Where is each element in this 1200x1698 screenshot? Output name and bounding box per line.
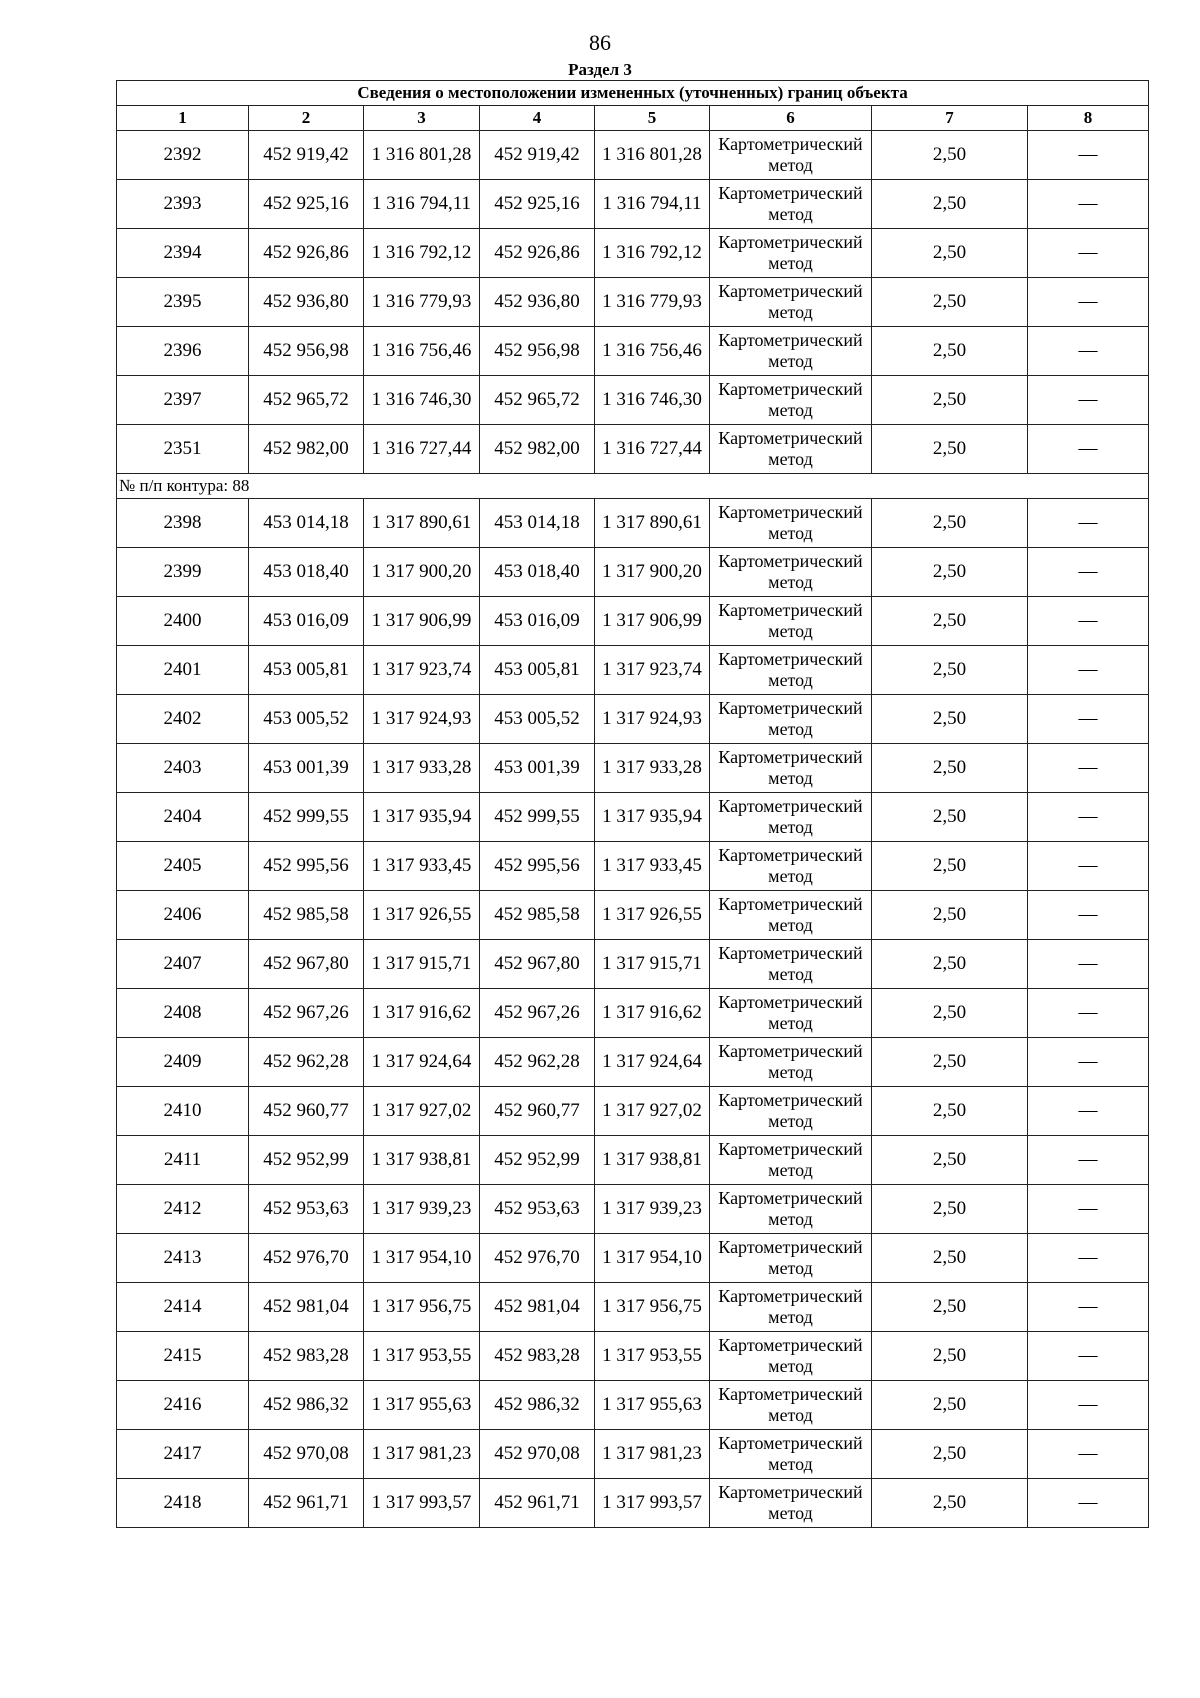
cell-y-new: 1 317 938,81 <box>595 1136 710 1185</box>
cell-point-number: 2413 <box>117 1234 249 1283</box>
cell-accuracy: 2,50 <box>872 793 1028 842</box>
cell-x-old: 452 967,26 <box>249 989 364 1038</box>
cell-point-number: 2394 <box>117 229 249 278</box>
cell-x-new: 452 982,00 <box>480 425 595 474</box>
cell-accuracy: 2,50 <box>872 131 1028 180</box>
cell-point-number: 2418 <box>117 1479 249 1528</box>
page-number: 86 <box>589 30 611 55</box>
cell-y-new: 1 316 801,28 <box>595 131 710 180</box>
cell-description: — <box>1028 695 1149 744</box>
cell-accuracy: 2,50 <box>872 278 1028 327</box>
cell-y-old: 1 317 953,55 <box>364 1332 480 1381</box>
cell-method: Картометрический метод <box>710 793 872 842</box>
cell-method: Картометрический метод <box>710 646 872 695</box>
cell-y-old: 1 317 906,99 <box>364 597 480 646</box>
cell-y-old: 1 317 981,23 <box>364 1430 480 1479</box>
cell-point-number: 2410 <box>117 1087 249 1136</box>
cell-y-old: 1 317 927,02 <box>364 1087 480 1136</box>
cell-x-old: 452 976,70 <box>249 1234 364 1283</box>
cell-x-old: 452 985,58 <box>249 891 364 940</box>
cell-x-old: 452 960,77 <box>249 1087 364 1136</box>
cell-y-new: 1 317 906,99 <box>595 597 710 646</box>
cell-description: — <box>1028 597 1149 646</box>
cell-x-old: 452 952,99 <box>249 1136 364 1185</box>
cell-description: — <box>1028 1234 1149 1283</box>
cell-y-old: 1 317 935,94 <box>364 793 480 842</box>
cell-accuracy: 2,50 <box>872 425 1028 474</box>
table-row <box>117 1038 1149 1087</box>
cell-y-old: 1 317 926,55 <box>364 891 480 940</box>
cell-method: Картометрический метод <box>710 376 872 425</box>
cell-y-new: 1 317 981,23 <box>595 1430 710 1479</box>
cell-point-number: 2407 <box>117 940 249 989</box>
cell-point-number: 2412 <box>117 1185 249 1234</box>
cell-method: Картометрический метод <box>710 891 872 940</box>
cell-method: Картометрический метод <box>710 425 872 474</box>
cell-y-old: 1 317 890,61 <box>364 499 480 548</box>
cell-accuracy: 2,50 <box>872 499 1028 548</box>
table-row <box>117 278 1149 327</box>
cell-accuracy: 2,50 <box>872 891 1028 940</box>
cell-y-new: 1 317 954,10 <box>595 1234 710 1283</box>
cell-method: Картометрический метод <box>710 327 872 376</box>
cell-point-number: 2408 <box>117 989 249 1038</box>
cell-method: Картометрический метод <box>710 1185 872 1234</box>
cell-method: Картометрический метод <box>710 744 872 793</box>
cell-y-new: 1 316 792,12 <box>595 229 710 278</box>
cell-accuracy: 2,50 <box>872 1234 1028 1283</box>
cell-point-number: 2414 <box>117 1283 249 1332</box>
cell-x-new: 453 018,40 <box>480 548 595 597</box>
cell-y-old: 1 317 939,23 <box>364 1185 480 1234</box>
cell-description: — <box>1028 940 1149 989</box>
cell-method: Картометрический метод <box>710 1381 872 1430</box>
cell-method: Картометрический метод <box>710 1136 872 1185</box>
table-caption: Сведения о местоположении измененных (уточненных) границ объекта <box>117 81 1149 106</box>
cell-y-old: 1 317 954,10 <box>364 1234 480 1283</box>
table-row <box>117 425 1149 474</box>
table-row <box>117 1234 1149 1283</box>
cell-accuracy: 2,50 <box>872 1087 1028 1136</box>
cell-x-old: 453 014,18 <box>249 499 364 548</box>
cell-y-old: 1 317 924,64 <box>364 1038 480 1087</box>
table-row <box>117 842 1149 891</box>
cell-y-new: 1 317 955,63 <box>595 1381 710 1430</box>
cell-x-old: 452 999,55 <box>249 793 364 842</box>
cell-point-number: 2392 <box>117 131 249 180</box>
cell-y-old: 1 317 955,63 <box>364 1381 480 1430</box>
table-row <box>117 744 1149 793</box>
cell-point-number: 2417 <box>117 1430 249 1479</box>
cell-accuracy: 2,50 <box>872 1185 1028 1234</box>
cell-accuracy: 2,50 <box>872 548 1028 597</box>
cell-description: — <box>1028 548 1149 597</box>
cell-x-new: 453 001,39 <box>480 744 595 793</box>
cell-description: — <box>1028 499 1149 548</box>
cell-y-old: 1 316 794,11 <box>364 180 480 229</box>
cell-x-old: 453 001,39 <box>249 744 364 793</box>
cell-y-old: 1 317 924,93 <box>364 695 480 744</box>
cell-method: Картометрический метод <box>710 842 872 891</box>
cell-x-new: 452 976,70 <box>480 1234 595 1283</box>
cell-y-new: 1 316 746,30 <box>595 376 710 425</box>
cell-method: Картометрический метод <box>710 1332 872 1381</box>
cell-x-new: 452 952,99 <box>480 1136 595 1185</box>
column-number-8: 8 <box>1028 106 1149 131</box>
cell-x-new: 452 962,28 <box>480 1038 595 1087</box>
cell-method: Картометрический метод <box>710 1479 872 1528</box>
cell-y-new: 1 317 935,94 <box>595 793 710 842</box>
cell-x-new: 452 981,04 <box>480 1283 595 1332</box>
cell-method: Картометрический метод <box>710 597 872 646</box>
cell-x-old: 452 961,71 <box>249 1479 364 1528</box>
cell-y-new: 1 316 727,44 <box>595 425 710 474</box>
cell-x-old: 452 925,16 <box>249 180 364 229</box>
cell-y-old: 1 317 938,81 <box>364 1136 480 1185</box>
cell-description: — <box>1028 425 1149 474</box>
section-title: Раздел 3 <box>568 60 632 79</box>
table-row <box>117 1136 1149 1185</box>
cell-x-new: 452 936,80 <box>480 278 595 327</box>
contour-label: № п/п контура: 88 <box>117 474 1149 499</box>
table-row <box>117 327 1149 376</box>
cell-y-old: 1 317 933,45 <box>364 842 480 891</box>
cell-x-new: 453 014,18 <box>480 499 595 548</box>
cell-x-new: 452 985,58 <box>480 891 595 940</box>
cell-method: Картометрический метод <box>710 1038 872 1087</box>
cell-accuracy: 2,50 <box>872 940 1028 989</box>
cell-y-old: 1 316 756,46 <box>364 327 480 376</box>
cell-accuracy: 2,50 <box>872 744 1028 793</box>
table-row <box>117 1430 1149 1479</box>
cell-method: Картометрический метод <box>710 278 872 327</box>
cell-point-number: 2416 <box>117 1381 249 1430</box>
cell-x-old: 452 962,28 <box>249 1038 364 1087</box>
cell-x-old: 452 981,04 <box>249 1283 364 1332</box>
cell-accuracy: 2,50 <box>872 376 1028 425</box>
cell-x-old: 453 005,52 <box>249 695 364 744</box>
cell-x-new: 452 919,42 <box>480 131 595 180</box>
cell-y-old: 1 316 792,12 <box>364 229 480 278</box>
contour-row <box>117 474 1149 499</box>
cell-method: Картометрический метод <box>710 695 872 744</box>
cell-x-old: 452 967,80 <box>249 940 364 989</box>
cell-x-new: 452 986,32 <box>480 1381 595 1430</box>
cell-y-old: 1 316 801,28 <box>364 131 480 180</box>
table-row <box>117 131 1149 180</box>
cell-description: — <box>1028 278 1149 327</box>
cell-x-new: 452 956,98 <box>480 327 595 376</box>
cell-description: — <box>1028 1332 1149 1381</box>
cell-point-number: 2402 <box>117 695 249 744</box>
cell-point-number: 2406 <box>117 891 249 940</box>
cell-point-number: 2399 <box>117 548 249 597</box>
cell-x-new: 452 953,63 <box>480 1185 595 1234</box>
cell-accuracy: 2,50 <box>872 180 1028 229</box>
cell-x-new: 452 967,80 <box>480 940 595 989</box>
table-row <box>117 940 1149 989</box>
cell-point-number: 2405 <box>117 842 249 891</box>
table-row <box>117 695 1149 744</box>
cell-y-new: 1 317 924,64 <box>595 1038 710 1087</box>
cell-method: Картометрический метод <box>710 229 872 278</box>
boundary-coordinates-table <box>116 80 1149 1528</box>
cell-method: Картометрический метод <box>710 940 872 989</box>
cell-y-new: 1 317 933,45 <box>595 842 710 891</box>
column-number-1: 1 <box>117 106 249 131</box>
cell-y-old: 1 317 933,28 <box>364 744 480 793</box>
cell-y-new: 1 316 794,11 <box>595 180 710 229</box>
cell-point-number: 2397 <box>117 376 249 425</box>
cell-accuracy: 2,50 <box>872 842 1028 891</box>
table-row <box>117 499 1149 548</box>
cell-description: — <box>1028 1430 1149 1479</box>
cell-y-new: 1 317 927,02 <box>595 1087 710 1136</box>
cell-y-new: 1 317 915,71 <box>595 940 710 989</box>
cell-y-old: 1 317 900,20 <box>364 548 480 597</box>
cell-point-number: 2415 <box>117 1332 249 1381</box>
cell-point-number: 2395 <box>117 278 249 327</box>
cell-description: — <box>1028 891 1149 940</box>
column-number-6: 6 <box>710 106 872 131</box>
cell-y-old: 1 316 727,44 <box>364 425 480 474</box>
cell-point-number: 2351 <box>117 425 249 474</box>
cell-x-new: 452 995,56 <box>480 842 595 891</box>
table-row <box>117 989 1149 1038</box>
cell-description: — <box>1028 1136 1149 1185</box>
cell-accuracy: 2,50 <box>872 646 1028 695</box>
cell-y-new: 1 317 939,23 <box>595 1185 710 1234</box>
cell-description: — <box>1028 989 1149 1038</box>
cell-description: — <box>1028 1087 1149 1136</box>
cell-y-old: 1 316 779,93 <box>364 278 480 327</box>
cell-description: — <box>1028 180 1149 229</box>
column-number-2: 2 <box>249 106 364 131</box>
cell-x-new: 452 965,72 <box>480 376 595 425</box>
cell-description: — <box>1028 1381 1149 1430</box>
cell-point-number: 2401 <box>117 646 249 695</box>
cell-x-new: 453 005,52 <box>480 695 595 744</box>
table-caption-row <box>117 81 1149 106</box>
cell-x-old: 452 982,00 <box>249 425 364 474</box>
cell-method: Картометрический метод <box>710 989 872 1038</box>
table-row <box>117 793 1149 842</box>
cell-point-number: 2393 <box>117 180 249 229</box>
cell-y-new: 1 317 933,28 <box>595 744 710 793</box>
cell-accuracy: 2,50 <box>872 597 1028 646</box>
cell-x-old: 452 919,42 <box>249 131 364 180</box>
cell-x-old: 452 965,72 <box>249 376 364 425</box>
cell-x-old: 452 936,80 <box>249 278 364 327</box>
cell-accuracy: 2,50 <box>872 1332 1028 1381</box>
cell-accuracy: 2,50 <box>872 1430 1028 1479</box>
cell-accuracy: 2,50 <box>872 1479 1028 1528</box>
cell-point-number: 2409 <box>117 1038 249 1087</box>
cell-x-old: 452 995,56 <box>249 842 364 891</box>
table-row <box>117 1283 1149 1332</box>
cell-y-old: 1 316 746,30 <box>364 376 480 425</box>
cell-x-old: 452 956,98 <box>249 327 364 376</box>
table-body <box>117 81 1149 1528</box>
cell-description: — <box>1028 1038 1149 1087</box>
cell-accuracy: 2,50 <box>872 1038 1028 1087</box>
cell-x-new: 453 005,81 <box>480 646 595 695</box>
table-row <box>117 597 1149 646</box>
cell-description: — <box>1028 327 1149 376</box>
table-row <box>117 1087 1149 1136</box>
cell-point-number: 2403 <box>117 744 249 793</box>
cell-x-new: 452 960,77 <box>480 1087 595 1136</box>
cell-y-old: 1 317 916,62 <box>364 989 480 1038</box>
cell-point-number: 2398 <box>117 499 249 548</box>
cell-x-old: 452 983,28 <box>249 1332 364 1381</box>
cell-x-old: 452 986,32 <box>249 1381 364 1430</box>
table-row <box>117 646 1149 695</box>
cell-y-new: 1 317 956,75 <box>595 1283 710 1332</box>
cell-description: — <box>1028 646 1149 695</box>
cell-x-old: 452 926,86 <box>249 229 364 278</box>
cell-y-new: 1 317 993,57 <box>595 1479 710 1528</box>
cell-x-new: 452 970,08 <box>480 1430 595 1479</box>
table-row <box>117 1185 1149 1234</box>
cell-description: — <box>1028 1479 1149 1528</box>
cell-accuracy: 2,50 <box>872 989 1028 1038</box>
cell-y-new: 1 317 890,61 <box>595 499 710 548</box>
cell-x-old: 453 005,81 <box>249 646 364 695</box>
table-row <box>117 1381 1149 1430</box>
cell-description: — <box>1028 376 1149 425</box>
table-row <box>117 1332 1149 1381</box>
cell-description: — <box>1028 1283 1149 1332</box>
cell-accuracy: 2,50 <box>872 695 1028 744</box>
cell-y-new: 1 317 923,74 <box>595 646 710 695</box>
column-number-7: 7 <box>872 106 1028 131</box>
cell-x-new: 452 983,28 <box>480 1332 595 1381</box>
cell-x-old: 453 016,09 <box>249 597 364 646</box>
cell-description: — <box>1028 744 1149 793</box>
cell-x-new: 453 016,09 <box>480 597 595 646</box>
cell-description: — <box>1028 793 1149 842</box>
cell-description: — <box>1028 842 1149 891</box>
column-number-row <box>117 106 1149 131</box>
cell-y-new: 1 317 916,62 <box>595 989 710 1038</box>
cell-x-new: 452 961,71 <box>480 1479 595 1528</box>
cell-x-new: 452 925,16 <box>480 180 595 229</box>
table-row <box>117 229 1149 278</box>
cell-description: — <box>1028 229 1149 278</box>
cell-y-new: 1 317 924,93 <box>595 695 710 744</box>
cell-y-old: 1 317 915,71 <box>364 940 480 989</box>
cell-method: Картометрический метод <box>710 499 872 548</box>
table-row <box>117 548 1149 597</box>
cell-y-new: 1 317 953,55 <box>595 1332 710 1381</box>
cell-accuracy: 2,50 <box>872 327 1028 376</box>
cell-y-new: 1 317 900,20 <box>595 548 710 597</box>
cell-method: Картометрический метод <box>710 1283 872 1332</box>
cell-point-number: 2404 <box>117 793 249 842</box>
cell-accuracy: 2,50 <box>872 229 1028 278</box>
cell-y-new: 1 316 756,46 <box>595 327 710 376</box>
cell-y-new: 1 316 779,93 <box>595 278 710 327</box>
cell-point-number: 2400 <box>117 597 249 646</box>
cell-accuracy: 2,50 <box>872 1381 1028 1430</box>
cell-method: Картометрический метод <box>710 548 872 597</box>
table-row <box>117 891 1149 940</box>
cell-accuracy: 2,50 <box>872 1283 1028 1332</box>
table-row <box>117 1479 1149 1528</box>
column-number-4: 4 <box>480 106 595 131</box>
cell-y-old: 1 317 993,57 <box>364 1479 480 1528</box>
column-number-5: 5 <box>595 106 710 131</box>
cell-y-old: 1 317 956,75 <box>364 1283 480 1332</box>
cell-method: Картометрический метод <box>710 1234 872 1283</box>
cell-x-new: 452 967,26 <box>480 989 595 1038</box>
cell-accuracy: 2,50 <box>872 1136 1028 1185</box>
cell-description: — <box>1028 1185 1149 1234</box>
cell-point-number: 2411 <box>117 1136 249 1185</box>
cell-description: — <box>1028 131 1149 180</box>
cell-x-old: 453 018,40 <box>249 548 364 597</box>
cell-point-number: 2396 <box>117 327 249 376</box>
cell-method: Картометрический метод <box>710 131 872 180</box>
cell-x-new: 452 999,55 <box>480 793 595 842</box>
cell-x-old: 452 970,08 <box>249 1430 364 1479</box>
cell-x-new: 452 926,86 <box>480 229 595 278</box>
cell-method: Картометрический метод <box>710 1430 872 1479</box>
cell-method: Картометрический метод <box>710 180 872 229</box>
column-number-3: 3 <box>364 106 480 131</box>
cell-y-old: 1 317 923,74 <box>364 646 480 695</box>
cell-y-new: 1 317 926,55 <box>595 891 710 940</box>
table-row <box>117 180 1149 229</box>
cell-method: Картометрический метод <box>710 1087 872 1136</box>
cell-x-old: 452 953,63 <box>249 1185 364 1234</box>
table-row <box>117 376 1149 425</box>
